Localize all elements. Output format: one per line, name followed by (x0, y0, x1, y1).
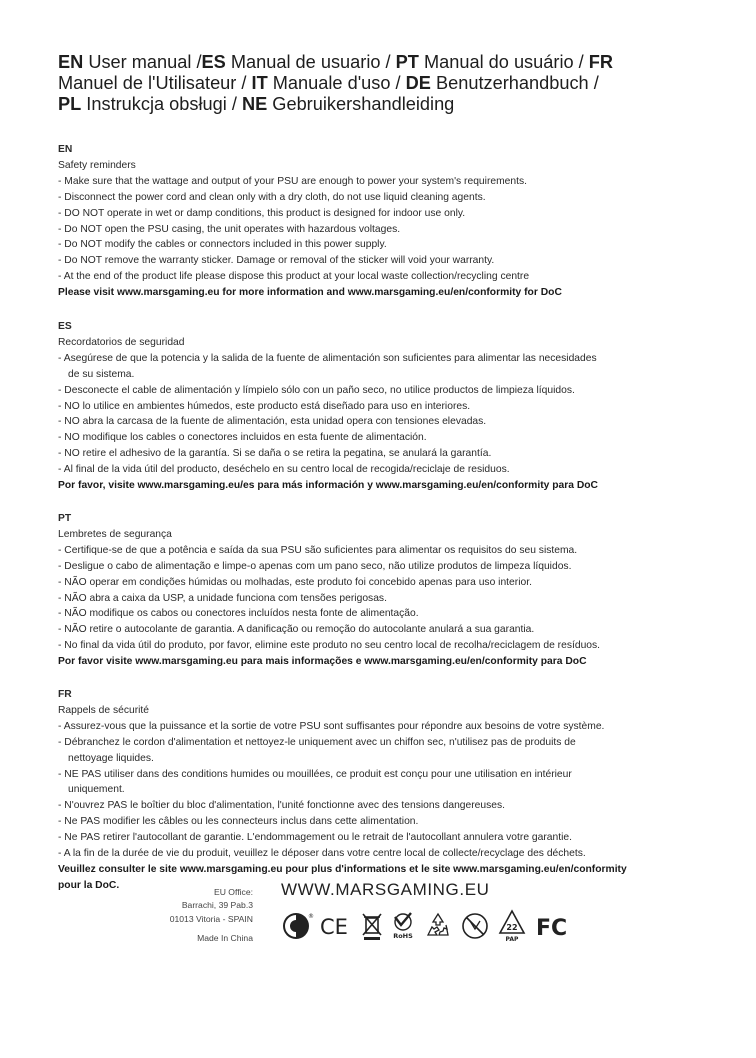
list-item: - NÃO abra a caixa da USP, a unidade funciona com tensões perigosas. (58, 592, 387, 604)
list-item: - Ne PAS modifier les câbles ou les connecteurs inclus dans cette alimentation. (58, 816, 419, 828)
website-url: WWW.MARSGAMING.EU (281, 880, 490, 899)
list-item: - NÃO retire o autocolante de garantia. A danificação ou remoção do autocolante anulará a sua garantia. (58, 624, 535, 636)
list-item: - No final da vida útil do produto, por favor, elimine este produto no seu centro local de recolha/reciclagem de resíduos. (58, 640, 601, 652)
certification-marks (281, 908, 575, 944)
list-item: - A la fin de la durée de vie du produit, veuillez le déposer dans votre centre local de collecte/recyclage des déchets. (58, 848, 586, 860)
title-code: ES (201, 52, 226, 72)
office-line: 01013 Vitoria - SPAIN (169, 913, 253, 924)
list-item: - NO retire el adhesivo de la garantía. Si se daña o se retira la pegatina, se anulará la garantía. (58, 448, 492, 460)
office-line: Made In China (197, 932, 253, 943)
section-code: PT (58, 513, 72, 524)
list-item: - Desligue o cabo de alimentação e limpe-o apenas com um pano seco, não utilize produtos de limpeza líquidos. (58, 560, 572, 572)
list-item: - Do NOT modify the cables or connectors included in this power supply. (58, 239, 387, 251)
info-note: Por favor, visite www.marsgaming.eu/es para más información y www.marsgaming.eu/en/conformity para DoC (58, 480, 598, 492)
list-item: - NÃO operar em condições húmidas ou molhadas, este produto foi concebido apenas para uso interior. (58, 576, 532, 588)
list-item: - Assurez-vous que la puissance et la sortie de votre PSU sont suffisantes pour répondre aux besoins de votre système. (58, 720, 605, 732)
fcc-icon (535, 911, 575, 941)
title-code: PL (58, 94, 82, 114)
title-code: PT (395, 52, 419, 72)
title-text: Manual do usuário / (418, 52, 589, 72)
list-item: - At the end of the product life please dispose this product at your local waste collection/recycling centre (58, 271, 530, 283)
info-note: Please visit www.marsgaming.eu for more information and www.marsgaming.eu/en/conformity for DoC (58, 287, 562, 299)
list-item: - Do NOT open the PSU casing, the unit operates with hazardous voltages. (58, 223, 401, 235)
section-code: EN (58, 144, 73, 155)
title-text: Benutzerhandbuch / (430, 73, 599, 93)
ce-mark-icon (319, 911, 353, 941)
weee-bin-icon (361, 911, 383, 941)
footer (0, 880, 756, 1030)
recycle-icon (423, 911, 453, 941)
list-item: - NO lo utilice en ambientes húmedos, este producto está diseñado para uso en interiores. (58, 400, 471, 412)
title-text: Manuel de l'Utilisateur / (58, 73, 252, 93)
office-line: Barrachi, 39 Pab.3 (181, 900, 253, 911)
list-item: nettoyage liquides. (68, 752, 154, 764)
section-code: ES (58, 321, 72, 332)
title-text: Instrukcja obsługi / (81, 94, 242, 114)
list-item: - NO abra la carcasa de la fuente de alimentación, esta unidad opera con tensiones elevadas. (58, 416, 487, 428)
list-item: - DO NOT operate in wet or damp conditions, this product is designed for indoor use only. (58, 207, 466, 219)
section-pt (58, 511, 738, 670)
svg-text:®: ® (308, 913, 314, 920)
title-text: User manual / (83, 52, 202, 72)
section-es (58, 319, 738, 494)
list-item: - NE PAS utiliser dans des conditions humides ou mouillées, ce produit est conçu pour une utilisation en intérieur (58, 768, 572, 780)
list-item: - Certifique-se de que a potência e saída da sua PSU são suficientes para alimentar os requisitos do seu sistema. (58, 544, 578, 556)
fc-label: FC (536, 916, 568, 941)
title-code: FR (588, 52, 614, 72)
list-item: - Al final de la vida útil del producto, deséchelo en su centro local de recogida/reciclaje de residuos. (58, 464, 510, 476)
ce-label: CE (320, 915, 348, 939)
pap-number: 22 (506, 923, 518, 932)
document-title (58, 52, 708, 115)
list-item: - Ne PAS retirer l'autocollant de garantie. L'endommagement ou le retrait de l'autocollant annulera votre garantie. (58, 832, 572, 844)
info-note: Por favor visite www.marsgaming.eu para mais informações e www.marsgaming.eu/en/conformity para DoC (58, 656, 587, 668)
list-item: - Disconnect the power cord and clean only with a dry cloth, do not use liquid cleaning agents. (58, 191, 486, 203)
info-note: Veuillez consulter le site www.marsgaming.eu pour plus d'informations et le site www.marsgaming.eu/en/conformity (58, 863, 627, 875)
list-item: - N'ouvrez PAS le boîtier du bloc d'alimentation, l'unité fonctionne avec des tensions dangereuses. (58, 800, 506, 812)
title-code: EN (58, 52, 84, 72)
section-heading: Safety reminders (58, 159, 136, 171)
pap-22-icon (497, 909, 527, 943)
office-address (170, 886, 253, 945)
section-fr (58, 687, 738, 894)
title-text: Gebruikershandleiding (267, 94, 455, 114)
section-heading: Rappels de sécurité (58, 704, 150, 716)
section-heading: Recordatorios de seguridad (58, 336, 185, 348)
section-en (58, 142, 738, 301)
list-item: - Desconecte el cable de alimentación y límpielo sólo con un paño seco, no utilice productos de limpieza líquidos. (58, 384, 575, 396)
list-item: - Asegúrese de que la potencia y la salida de la fuente de alimentación son suficientes para alimentar las necesidades (58, 352, 597, 364)
title-code: DE (405, 73, 431, 93)
list-item: uniquement. (68, 784, 125, 796)
office-line: EU Office: (213, 887, 253, 897)
list-item: - NÃO modifique os cabos ou conectores incluídos nesta fonte de alimentação. (58, 608, 419, 620)
title-text: Manuale d'uso / (267, 73, 406, 93)
list-item: - Make sure that the wattage and output of your PSU are enough to power your system's requirements. (58, 175, 528, 187)
list-item: - NO modifique los cables o conectores incluidos en esta fuente de alimentación. (58, 432, 427, 444)
info-note: pour la DoC. (58, 879, 120, 891)
rohs-label: RoHS (393, 932, 413, 940)
title-code: NE (241, 94, 268, 114)
list-item: de su sistema. (68, 368, 135, 380)
pap-label: PAP (505, 936, 519, 943)
green-dot-icon (281, 911, 314, 941)
rohs-icon (391, 911, 415, 941)
section-code: FR (58, 689, 72, 700)
title-code: IT (251, 73, 268, 93)
no-recycle-icon (461, 911, 489, 941)
list-item: - Do NOT remove the warranty sticker. Damage or removal of the sticker will void your warranty. (58, 255, 495, 267)
section-heading: Lembretes de segurança (58, 528, 172, 540)
list-item: - Débranchez le cordon d'alimentation et nettoyez-le uniquement avec un chiffon sec, n'utilisez pas de produits de (58, 736, 576, 748)
title-text: Manual de usuario / (225, 52, 396, 72)
